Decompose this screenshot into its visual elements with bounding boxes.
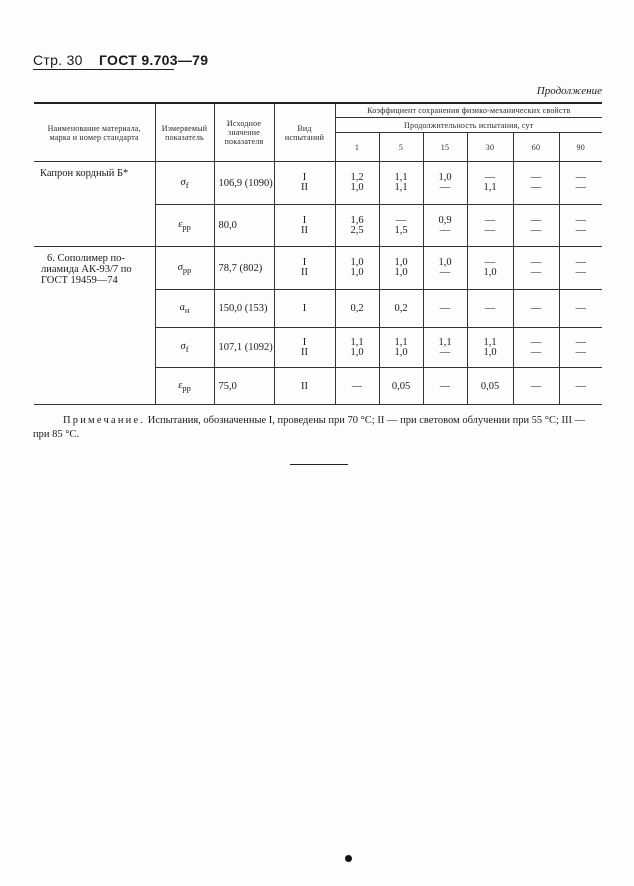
end-rule	[290, 464, 348, 465]
measured-symbol	[155, 328, 214, 368]
cell-value: 1,2	[350, 172, 364, 183]
symbol: ε	[178, 219, 183, 230]
note-text: Испытания, обозначенные I, проведены при 70 °С; II — при световом облучении при 55 °С; III — при 85 °С.	[33, 415, 586, 440]
coefficient-cell	[467, 205, 513, 247]
coefficient-cell	[559, 247, 602, 290]
symbol-subscript: рр	[182, 383, 191, 393]
cell-value: —	[530, 336, 542, 348]
page-number: Стр. 30	[33, 52, 83, 68]
note-label: Примечание.	[63, 415, 146, 426]
header-initial: Исходное значение показателя	[214, 103, 274, 162]
header-day: 60	[513, 133, 559, 162]
coefficient-cell	[423, 328, 467, 368]
cell-value: —	[575, 346, 586, 358]
material-line: ГОСТ 19459—74	[41, 275, 118, 286]
cell-value: —	[575, 267, 586, 278]
cell-value: —	[575, 172, 586, 183]
coefficient-cell: —	[559, 368, 602, 405]
test-type	[274, 247, 335, 290]
symbol: ε	[178, 379, 183, 391]
cell-value: —	[395, 214, 407, 226]
initial-value: 75,0	[214, 368, 274, 405]
header-day: 1	[335, 133, 379, 162]
header-material: Наименование материала, марка и номер стандарта	[34, 103, 155, 162]
measured-symbol	[155, 247, 214, 290]
coefficient-cell	[335, 205, 379, 247]
coefficient-cell	[513, 247, 559, 290]
measured-symbol	[155, 162, 214, 205]
coefficient-cell: —	[335, 368, 379, 405]
cell-value: —	[439, 267, 451, 278]
cell-value: 1,0	[350, 257, 364, 268]
cell-value: —	[530, 182, 542, 193]
material-name	[34, 247, 155, 405]
cell-value: 0,9	[438, 214, 452, 226]
cell-value: 1,1	[394, 336, 408, 348]
continuation-label: Продолжение	[536, 85, 602, 97]
cell-value: 1,0	[350, 346, 364, 358]
cell-value: II	[301, 224, 308, 236]
data-table	[34, 102, 602, 405]
cell-value: —	[530, 172, 542, 183]
test-type	[274, 328, 335, 368]
cell-value: —	[439, 224, 451, 236]
cell-value: 1,0	[483, 267, 497, 278]
initial-value: 150,0 (153)	[214, 290, 274, 328]
test-type: I	[274, 290, 335, 328]
cell-value: —	[575, 214, 586, 226]
symbol-subscript: рр	[182, 223, 191, 232]
cell-value: 1,6	[350, 214, 364, 226]
coefficient-cell: —	[423, 290, 467, 328]
header-test-type: Вид испытаний	[274, 103, 335, 162]
coefficient-cell	[335, 247, 379, 290]
coefficient-cell: —	[513, 368, 559, 405]
symbol-subscript: f	[185, 180, 189, 190]
measured-symbol	[155, 290, 214, 328]
symbol: σ	[180, 341, 186, 352]
cell-value: 1,1	[394, 182, 408, 193]
cell-value: —	[530, 346, 542, 358]
cell-value: 1,1	[483, 182, 497, 193]
material-line: 6. Сополимер по-	[47, 253, 125, 264]
symbol-subscript: рр	[182, 265, 192, 275]
cell-value: —	[530, 257, 542, 268]
cell-value: 1,0	[350, 182, 364, 193]
coefficient-cell	[559, 328, 602, 368]
coefficient-cell	[513, 205, 559, 247]
page-mark	[345, 855, 352, 862]
coefficient-cell	[379, 162, 423, 205]
cell-value: I	[302, 214, 307, 226]
page-header	[33, 52, 208, 70]
cell-value: 1,0	[394, 257, 408, 268]
cell-value: II	[301, 346, 308, 358]
cell-value: 1,0	[483, 346, 497, 358]
standard-number: ГОСТ 9.703—79	[98, 52, 209, 68]
symbol: σ	[177, 261, 183, 273]
table-row	[34, 247, 602, 290]
coefficient-cell: —	[513, 290, 559, 328]
cell-value: 1,0	[394, 346, 408, 358]
table-row	[34, 162, 602, 205]
coefficient-cell	[467, 162, 513, 205]
header-measured: Измеряемый показатель	[155, 103, 214, 162]
coefficient-cell: 0,05	[467, 368, 513, 405]
coefficient-cell	[559, 162, 602, 205]
cell-value: —	[575, 224, 586, 236]
cell-value: —	[439, 182, 451, 193]
coefficient-cell	[467, 328, 513, 368]
coefficient-cell	[423, 162, 467, 205]
initial-value: 106,9 (1090)	[214, 162, 274, 205]
cell-value: II	[301, 182, 308, 193]
cell-value: —	[484, 257, 496, 268]
coefficient-cell: 0,05	[379, 368, 423, 405]
coefficient-cell: 0,2	[379, 290, 423, 328]
coefficient-cell	[513, 328, 559, 368]
cell-value: —	[484, 224, 496, 236]
coefficient-cell	[559, 205, 602, 247]
cell-value: I	[302, 257, 307, 268]
coefficient-cell	[335, 162, 379, 205]
cell-value: —	[530, 214, 542, 226]
cell-value: 1,1	[394, 172, 408, 183]
coefficient-cell	[423, 205, 467, 247]
table-body	[34, 162, 602, 405]
test-type	[274, 162, 335, 205]
header-rule	[33, 69, 174, 70]
cell-value: —	[530, 267, 542, 278]
coefficient-cell	[423, 247, 467, 290]
material-line: лиамида АК-93/7 по	[41, 264, 132, 275]
coefficient-cell: —	[559, 290, 602, 328]
cell-value: 1,0	[350, 267, 364, 278]
cell-value: II	[301, 267, 308, 278]
coefficient-cell: —	[467, 290, 513, 328]
coefficient-cell	[335, 328, 379, 368]
coefficient-cell	[379, 247, 423, 290]
coefficient-cell: 0,2	[335, 290, 379, 328]
cell-value: 1,1	[438, 336, 452, 348]
coefficient-cell	[513, 162, 559, 205]
footnote	[33, 414, 603, 442]
test-type	[274, 205, 335, 247]
test-type: II	[274, 368, 335, 405]
header-duration: Продолжительность испытания, сут	[335, 118, 602, 133]
cell-value: —	[575, 182, 586, 193]
symbol-subscript: f	[185, 345, 189, 354]
cell-value: I	[302, 336, 307, 348]
initial-value: 107,1 (1092)	[214, 328, 274, 368]
material-name: Капрон кордный Б*	[34, 162, 155, 247]
symbol-subscript: н	[184, 306, 190, 315]
cell-value: 1,0	[438, 172, 452, 183]
cell-value: 2,5	[350, 224, 364, 236]
cell-value: 1,1	[483, 336, 497, 348]
header-day: 15	[423, 133, 467, 162]
header-day: 90	[559, 133, 602, 162]
cell-value: —	[575, 257, 586, 268]
cell-value: I	[302, 172, 307, 183]
header-coefficient: Коэффициент сохранения физико-механических свойств	[335, 103, 602, 118]
cell-value: —	[484, 172, 496, 183]
cell-value: 1,1	[350, 336, 364, 348]
initial-value: 78,7 (802)	[214, 247, 274, 290]
cell-value: 1,0	[438, 257, 452, 268]
coefficient-cell: —	[423, 368, 467, 405]
cell-value: —	[530, 224, 542, 236]
initial-value: 80,0	[214, 205, 274, 247]
coefficient-cell	[379, 328, 423, 368]
coefficient-cell	[467, 247, 513, 290]
cell-value: 1,0	[394, 267, 408, 278]
symbol: a	[179, 302, 185, 313]
header-day: 30	[467, 133, 513, 162]
measured-symbol	[155, 205, 214, 247]
symbol: σ	[180, 176, 186, 188]
cell-value: —	[575, 336, 586, 348]
header-day: 5	[379, 133, 423, 162]
coefficient-cell	[379, 205, 423, 247]
cell-value: 1,5	[394, 224, 408, 236]
measured-symbol	[155, 368, 214, 405]
cell-value: —	[484, 214, 496, 226]
cell-value: —	[439, 346, 451, 358]
